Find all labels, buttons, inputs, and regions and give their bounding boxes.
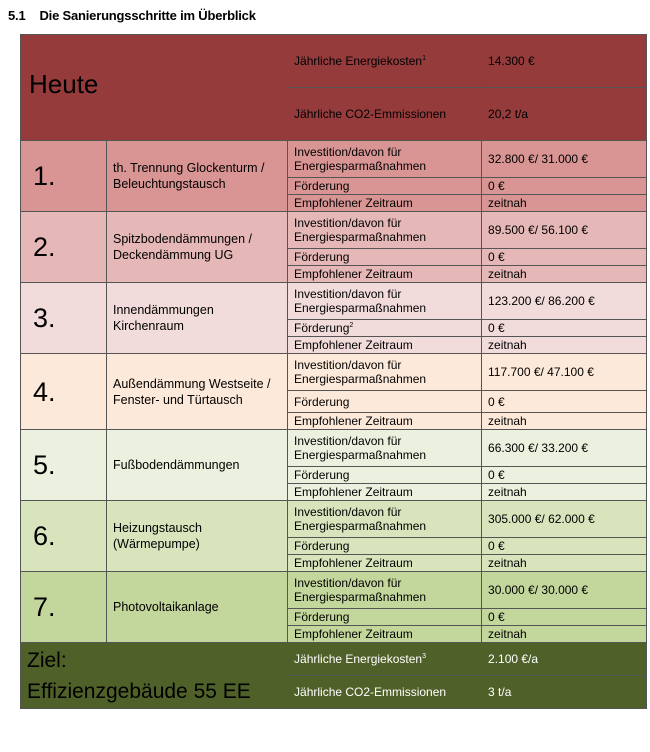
today-title: Heute <box>21 35 288 141</box>
step-number: 1. <box>21 141 107 212</box>
funding-label-text: Förderung <box>294 179 350 193</box>
goal-label <box>288 676 482 709</box>
goal-label-text: Jährliche CO2-Emmissionen <box>294 685 447 699</box>
today-label-text: Jährliche CO2-Emmissionen <box>294 107 447 121</box>
funding-value: 0 € <box>482 538 647 555</box>
funding-label-text: Förderung <box>294 468 350 482</box>
today-value: 14.300 € <box>482 35 647 88</box>
funding-label-text: Förderung <box>294 250 350 264</box>
goal-title <box>21 643 288 709</box>
funding-label-text: Förderung <box>294 321 350 335</box>
timeframe-label: Empfohlener Zeitraum <box>288 413 482 430</box>
timeframe-value: zeitnah <box>482 626 647 643</box>
funding-value: 0 € <box>482 391 647 413</box>
today-label-footnote: 1 <box>422 55 426 62</box>
step-name: Außendämmung Westseite / Fenster- und Türtausch <box>107 354 288 430</box>
investment-value: 123.200 €/ 86.200 € <box>482 283 647 320</box>
timeframe-value: zeitnah <box>482 555 647 572</box>
investment-label: Investition/davon für Energiesparmaßnahmen <box>288 283 482 320</box>
funding-label-text: Förderung <box>294 610 350 624</box>
timeframe-label: Empfohlener Zeitraum <box>288 337 482 354</box>
step-row <box>21 141 647 178</box>
step-row <box>21 501 647 538</box>
goal-label-footnote: 3 <box>422 653 426 660</box>
timeframe-label: Empfohlener Zeitraum <box>288 555 482 572</box>
funding-label <box>288 320 482 337</box>
funding-label <box>288 609 482 626</box>
timeframe-value: zeitnah <box>482 413 647 430</box>
funding-value: 0 € <box>482 467 647 484</box>
today-label-text: Jährliche Energiekosten <box>294 54 423 68</box>
step-number: 5. <box>21 430 107 501</box>
funding-label <box>288 178 482 195</box>
investment-value: 66.300 €/ 33.200 € <box>482 430 647 467</box>
step-number: 4. <box>21 354 107 430</box>
funding-label <box>288 538 482 555</box>
funding-value: 0 € <box>482 320 647 337</box>
step-name: Photovoltaikanlage <box>107 572 288 643</box>
step-name: Heizungstausch (Wärmepumpe) <box>107 501 288 572</box>
section-number: 5.1 <box>8 8 26 23</box>
funding-label-text: Förderung <box>294 539 350 553</box>
step-number: 6. <box>21 501 107 572</box>
goal-label <box>288 643 482 676</box>
goal-value: 2.100 €/a <box>482 643 647 676</box>
goal-value: 3 t/a <box>482 676 647 709</box>
timeframe-value: zeitnah <box>482 266 647 283</box>
today-label <box>288 88 482 141</box>
funding-value: 0 € <box>482 609 647 626</box>
timeframe-label: Empfohlener Zeitraum <box>288 266 482 283</box>
step-row <box>21 430 647 467</box>
step-number: 2. <box>21 212 107 283</box>
step-row <box>21 283 647 320</box>
goal-label-text: Jährliche Energiekosten <box>294 652 423 666</box>
step-name: Fußbodendämmungen <box>107 430 288 501</box>
step-row <box>21 212 647 249</box>
funding-label <box>288 249 482 266</box>
investment-label: Investition/davon für Energiesparmaßnahmen <box>288 141 482 178</box>
step-number: 7. <box>21 572 107 643</box>
step-name: Spitzbodendämmungen / Deckendämmung UG <box>107 212 288 283</box>
step-row <box>21 354 647 391</box>
investment-label: Investition/davon für Energiesparmaßnahmen <box>288 572 482 609</box>
today-value: 20,2 t/a <box>482 88 647 141</box>
funding-label-text: Förderung <box>294 394 350 409</box>
investment-value: 89.500 €/ 56.100 € <box>482 212 647 249</box>
goal-row <box>21 643 647 676</box>
goal-title-line1: Ziel: <box>27 648 67 672</box>
investment-label: Investition/davon für Energiesparmaßnahmen <box>288 430 482 467</box>
investment-label: Investition/davon für Energiesparmaßnahmen <box>288 212 482 249</box>
funding-label-footnote: 2 <box>349 322 354 329</box>
investment-value: 305.000 €/ 62.000 € <box>482 501 647 538</box>
timeframe-value: zeitnah <box>482 337 647 354</box>
timeframe-label: Empfohlener Zeitraum <box>288 626 482 643</box>
timeframe-value: zeitnah <box>482 484 647 501</box>
renovation-steps-table <box>20 34 647 709</box>
funding-label <box>288 467 482 484</box>
timeframe-label: Empfohlener Zeitraum <box>288 484 482 501</box>
step-name: Innendämmungen Kirchenraum <box>107 283 288 354</box>
investment-value: 32.800 €/ 31.000 € <box>482 141 647 178</box>
funding-label <box>288 391 482 413</box>
today-label <box>288 35 482 88</box>
investment-label: Investition/davon für Energiesparmaßnahmen <box>288 354 482 391</box>
investment-value: 117.700 €/ 47.100 € <box>482 354 647 391</box>
section-heading <box>8 8 256 23</box>
funding-value: 0 € <box>482 249 647 266</box>
today-row <box>21 35 647 88</box>
investment-label: Investition/davon für Energiesparmaßnahmen <box>288 501 482 538</box>
step-number: 3. <box>21 283 107 354</box>
step-row <box>21 572 647 609</box>
section-title: Die Sanierungsschritte im Überblick <box>39 8 256 23</box>
timeframe-value: zeitnah <box>482 195 647 212</box>
goal-title-line2: Effizienzgebäude 55 EE <box>27 679 251 703</box>
investment-value: 30.000 €/ 30.000 € <box>482 572 647 609</box>
timeframe-label: Empfohlener Zeitraum <box>288 195 482 212</box>
funding-value: 0 € <box>482 178 647 195</box>
step-name: th. Trennung Glockenturm / Beleuchtungstausch <box>107 141 288 212</box>
